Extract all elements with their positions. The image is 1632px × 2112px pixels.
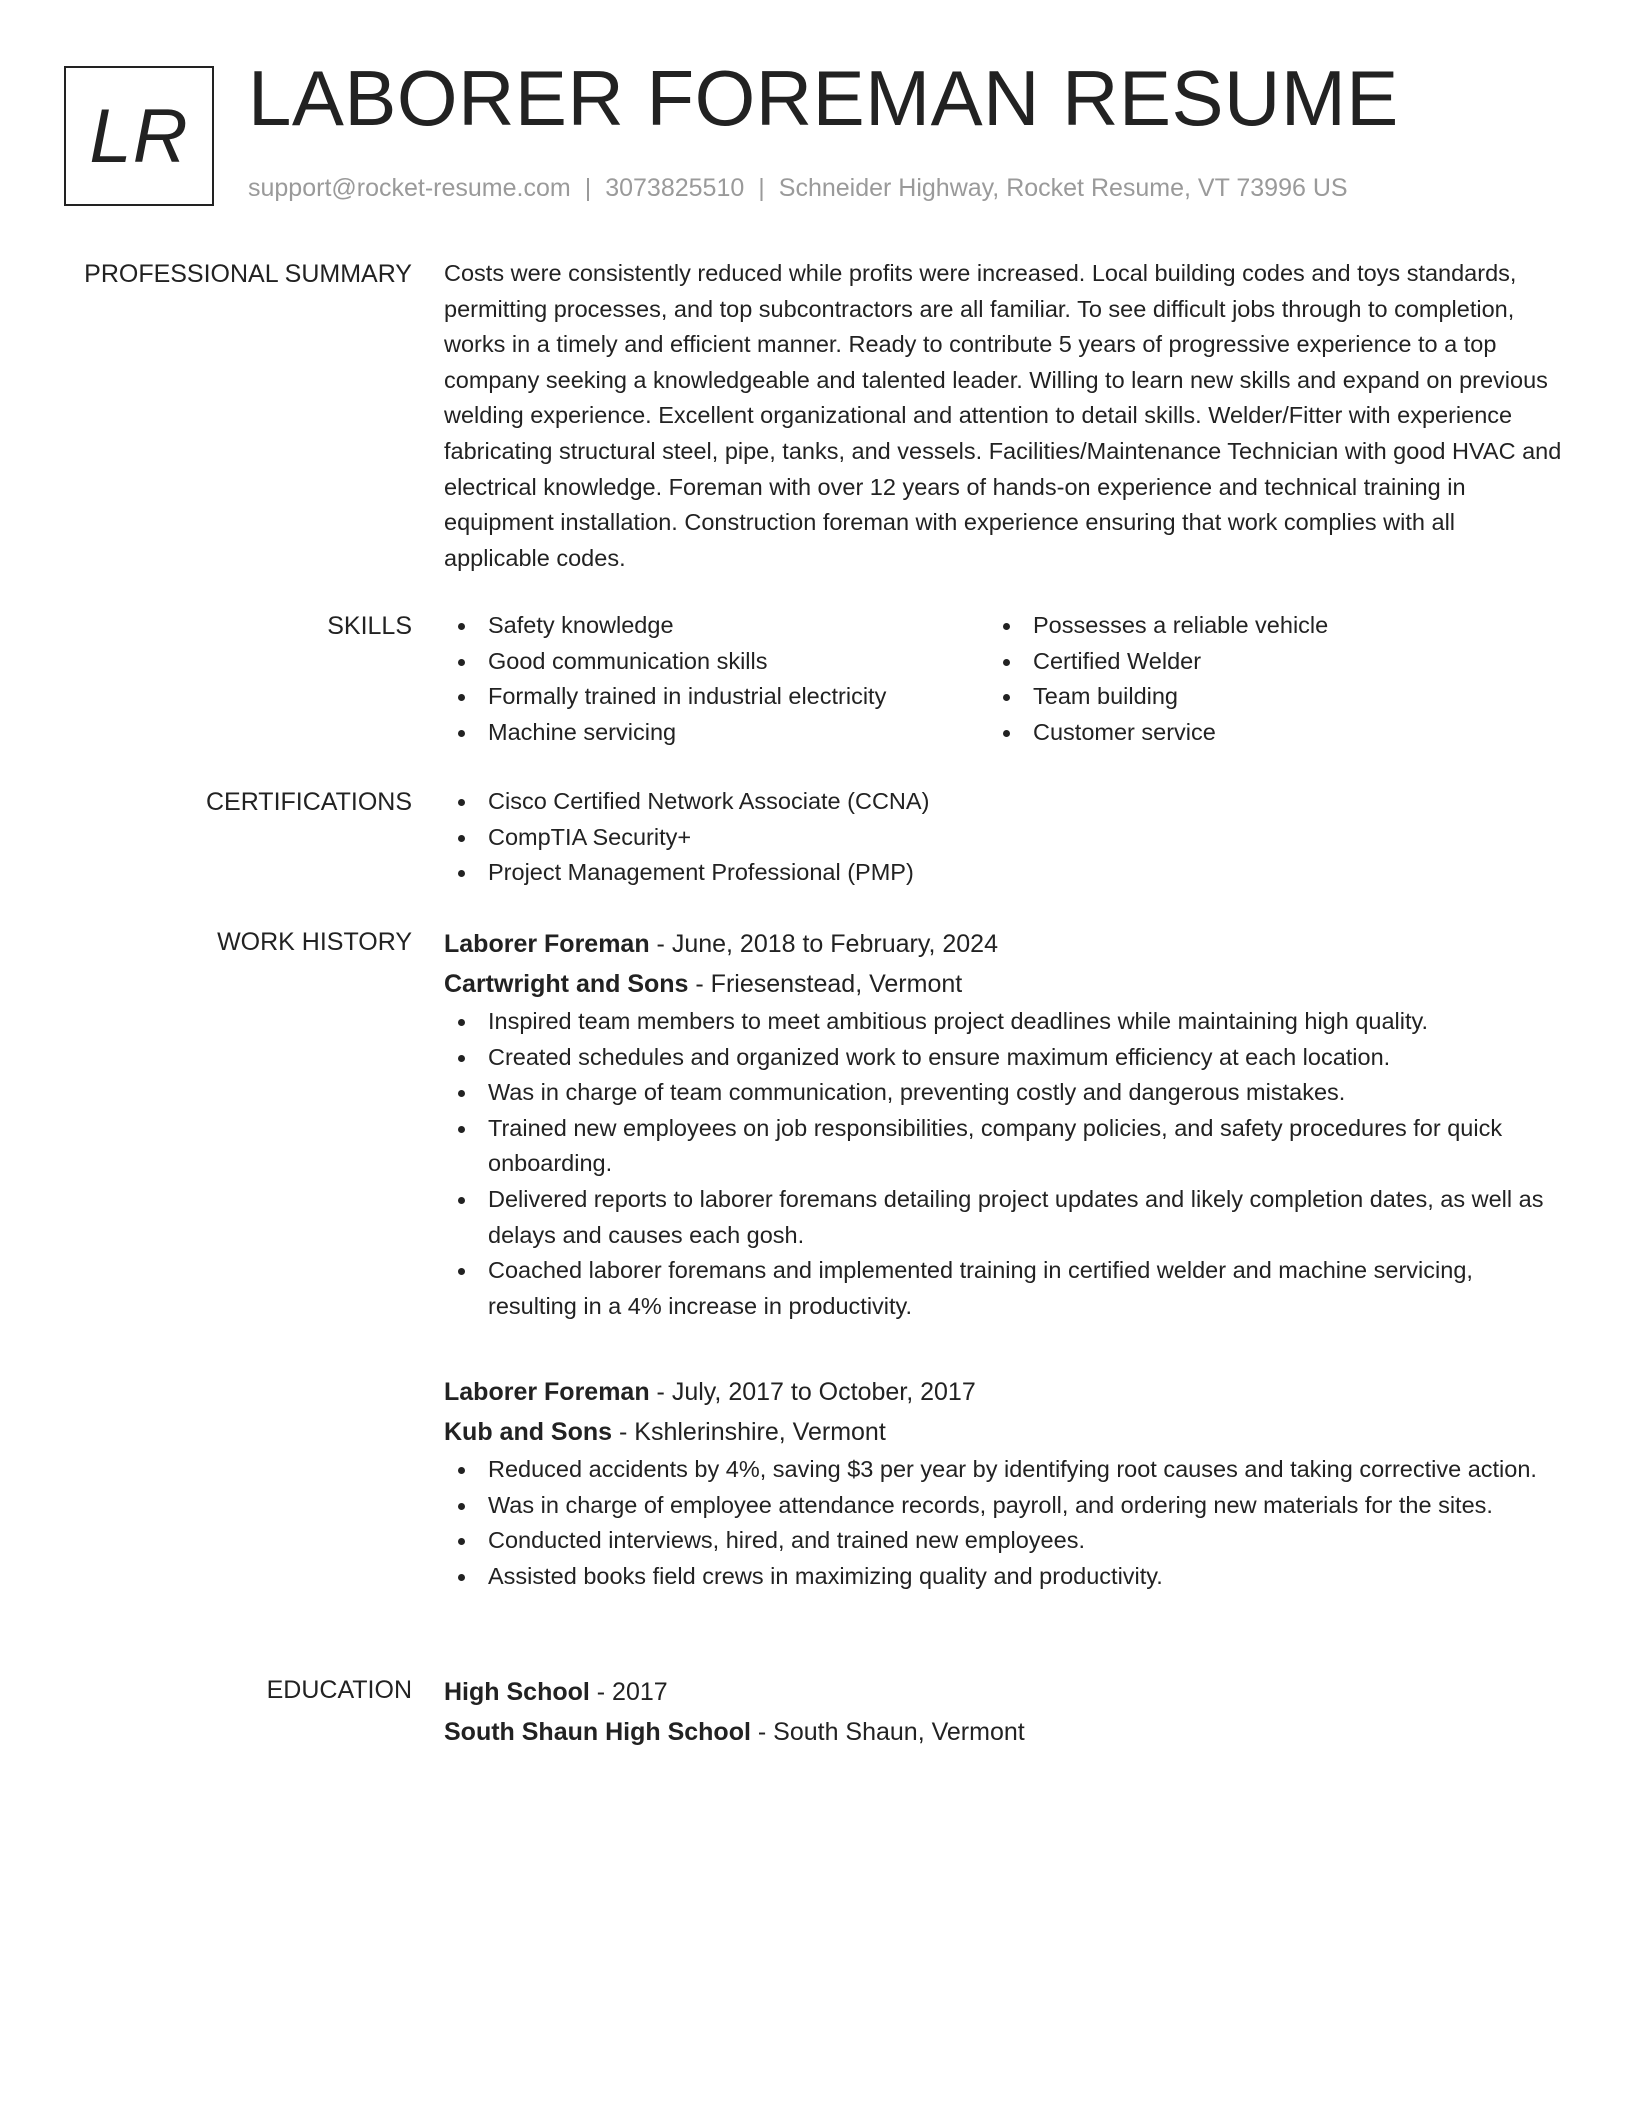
skill-item: Good communication skills xyxy=(444,644,989,680)
job-company-line xyxy=(444,964,1564,1004)
job-title: Laborer Foreman xyxy=(444,1378,650,1406)
skill-item: Team building xyxy=(989,679,1534,715)
job-bullet: Coached laborer foremans and implemented training in certified welder and machine servicing, resulting in a 4% increase in productivity. xyxy=(444,1253,1564,1324)
certifications-body xyxy=(444,784,1564,891)
contact-email: support@rocket-resume.com xyxy=(248,174,571,202)
job-company: Cartwright and Sons xyxy=(444,970,689,998)
skill-item: Customer service xyxy=(989,715,1534,751)
certification-item: Project Management Professional (PMP) xyxy=(444,855,1564,891)
job-title-line xyxy=(444,1372,1564,1412)
contact-address: Schneider Highway, Rocket Resume, VT 73996 US xyxy=(778,174,1348,202)
contact-separator: | xyxy=(584,174,592,202)
job-location: - Kshlerinshire, Vermont xyxy=(612,1418,886,1446)
job-entry xyxy=(444,1372,1564,1594)
education-degree-line xyxy=(444,1672,1564,1712)
skill-item: Machine servicing xyxy=(444,715,989,751)
resume-title: LABORER FOREMAN RESUME xyxy=(248,54,1399,142)
education-body xyxy=(444,1672,1564,1752)
job-entry xyxy=(444,924,1564,1324)
skill-item: Possesses a reliable vehicle xyxy=(989,608,1534,644)
job-location: - Friesenstead, Vermont xyxy=(688,970,963,998)
job-bullet: Assisted books field crews in maximizing quality and productivity. xyxy=(444,1559,1564,1595)
job-company: Kub and Sons xyxy=(444,1418,613,1446)
job-title-line xyxy=(444,924,1564,964)
job-bullet: Delivered reports to laborer foremans detailing project updates and likely completion dates, as well as delays and causes each gosh. xyxy=(444,1182,1564,1253)
skills-label: SKILLS xyxy=(327,612,412,640)
job-bullet: Trained new employees on job responsibilities, company policies, and safety procedures for quick onboarding. xyxy=(444,1111,1564,1182)
job-title: Laborer Foreman xyxy=(444,930,650,958)
education-school: South Shaun High School xyxy=(444,1718,751,1746)
certifications-list xyxy=(444,784,1564,891)
job-dates: - July, 2017 to October, 2017 xyxy=(649,1378,976,1406)
job-bullet: Was in charge of team communication, preventing costly and dangerous mistakes. xyxy=(444,1075,1564,1111)
education-label: EDUCATION xyxy=(266,1676,412,1704)
skills-list xyxy=(444,608,1564,750)
education-degree: High School xyxy=(444,1678,590,1706)
job-company-line xyxy=(444,1412,1564,1452)
summary-body xyxy=(444,256,1564,576)
education-location: - South Shaun, Vermont xyxy=(750,1718,1025,1746)
work-history-body xyxy=(444,924,1564,1324)
job-dates: - June, 2018 to February, 2024 xyxy=(649,930,998,958)
contact-line xyxy=(248,174,1348,203)
education-school-line xyxy=(444,1712,1564,1752)
summary-label: PROFESSIONAL SUMMARY xyxy=(84,260,412,288)
monogram-logo: LR xyxy=(64,66,214,206)
job-bullet: Conducted interviews, hired, and trained new employees. xyxy=(444,1523,1564,1559)
skill-item: Formally trained in industrial electricity xyxy=(444,679,989,715)
job-bullet: Was in charge of employee attendance records, payroll, and ordering new materials for the sites. xyxy=(444,1488,1564,1524)
certifications-label: CERTIFICATIONS xyxy=(205,788,412,816)
job-bullet: Created schedules and organized work to ensure maximum efficiency at each location. xyxy=(444,1040,1564,1076)
job-bullet: Inspired team members to meet ambitious project deadlines while maintaining high quality. xyxy=(444,1004,1564,1040)
certification-item: Cisco Certified Network Associate (CCNA) xyxy=(444,784,1564,820)
work-history-label: WORK HISTORY xyxy=(217,928,412,956)
skill-item: Certified Welder xyxy=(989,644,1534,680)
skill-item: Safety knowledge xyxy=(444,608,989,644)
contact-separator: | xyxy=(758,174,765,202)
skills-body xyxy=(444,608,1564,750)
work-history-body xyxy=(444,1372,1564,1594)
certification-item: CompTIA Security+ xyxy=(444,820,1564,856)
job-bullets xyxy=(444,1004,1564,1324)
education-year: - 2017 xyxy=(589,1678,668,1706)
job-bullet: Reduced accidents by 4%, saving $3 per year by identifying root causes and taking corrective action. xyxy=(444,1452,1564,1488)
summary-text: Costs were consistently reduced while profits were increased. Local building codes and toys standards, permitting processes, and top subcontractors are all familiar. To see difficult jobs through to completion, works in a timely and efficient manner. Ready to contribute 5 years of progressive experience to a top company seeking a knowledgeable and talented leader. Willing to learn new skills and expand on previous welding experience. Excellent organizational and attention to detail skills. Welder/Fitter with experience fabricating structural steel, pipe, tanks, and vessels. Facilities/Maintenance Technician with good HVAC and electrical knowledge. Foreman with over 12 years of hands-on experience and technical training in equipment installation. Construction foreman with experience ensuring that work complies with all applicable codes. xyxy=(444,260,1562,571)
contact-phone: 3073825510 xyxy=(605,174,745,202)
job-bullets xyxy=(444,1452,1564,1594)
